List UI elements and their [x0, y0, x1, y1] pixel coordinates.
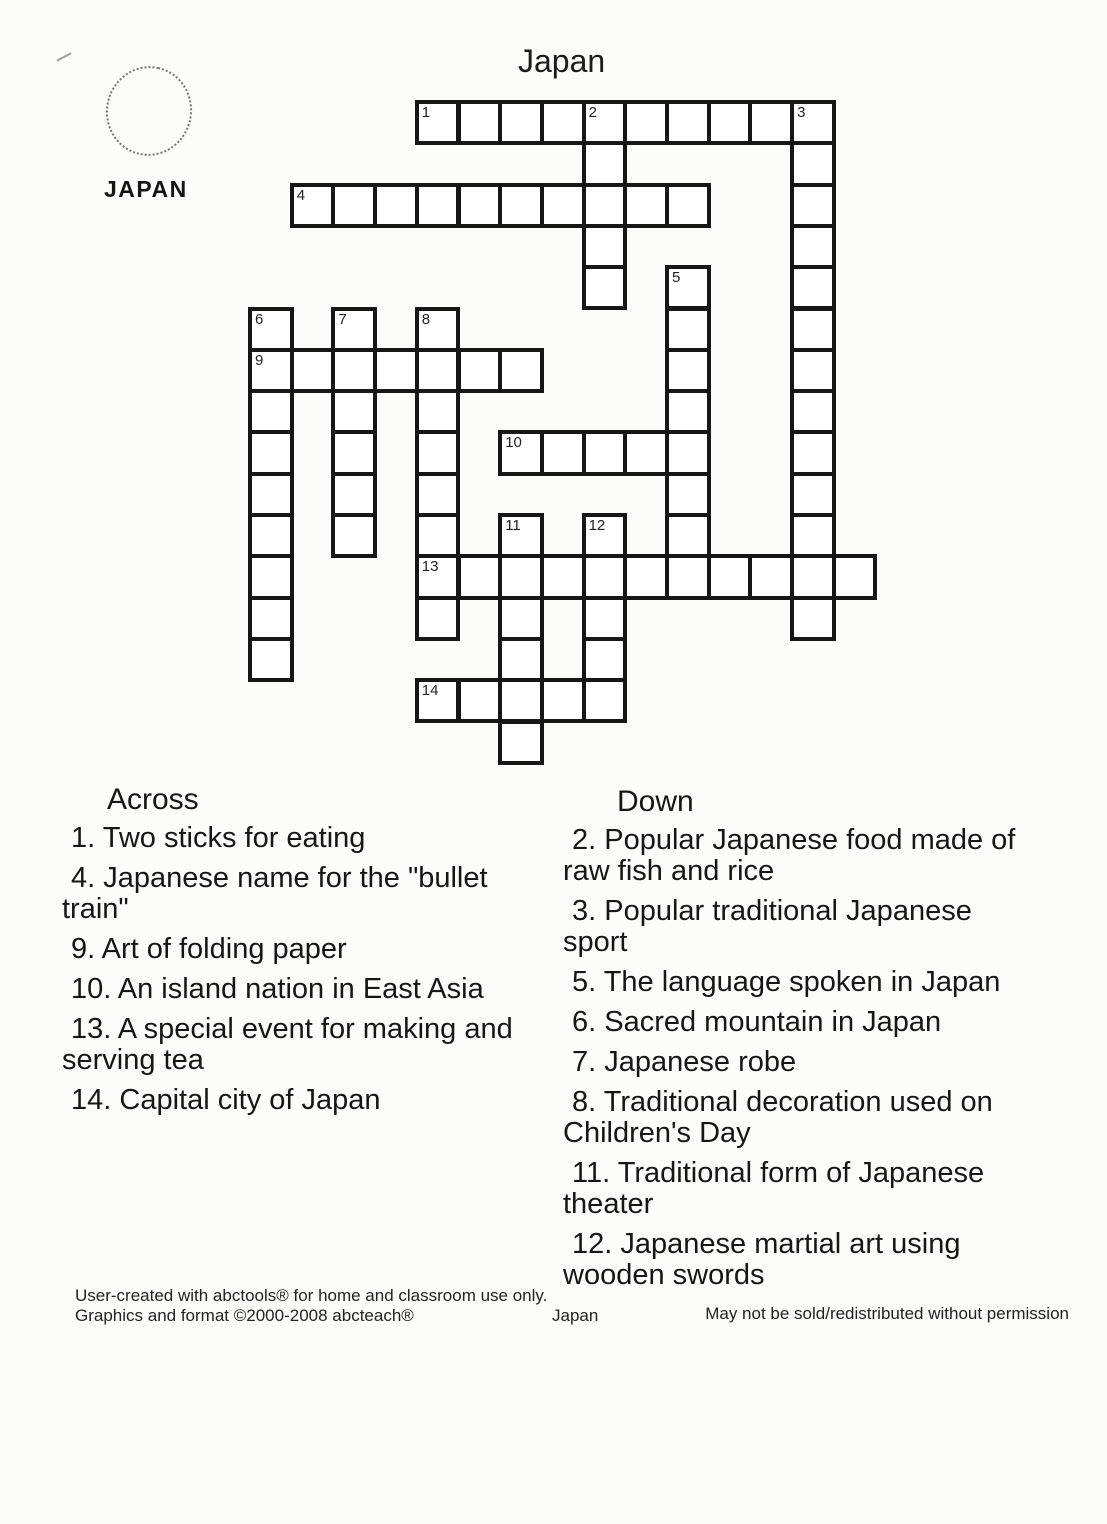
footer-copyright-line: Graphics and format ©2000-2008 abcteach®: [75, 1306, 414, 1325]
grid-cell: [582, 554, 628, 599]
grid-cell: [707, 100, 753, 145]
grid-cell: [331, 513, 377, 558]
grid-cell: [790, 224, 836, 269]
clue-down-11: 11. Traditional form of Japanese theater: [563, 1157, 985, 1220]
scan-stray-mark: [56, 52, 71, 61]
clue-number: 2: [588, 104, 597, 121]
grid-cell: [665, 307, 711, 352]
grid-cell: [790, 307, 836, 352]
grid-cell: [665, 183, 711, 228]
grid-cell: [790, 141, 836, 186]
grid-cell: [582, 183, 628, 228]
grid-cell: [415, 513, 461, 558]
grid-cell: [582, 141, 628, 186]
grid-cell: [498, 430, 544, 475]
grid-cell: [248, 348, 294, 393]
grid-cell: [498, 100, 544, 145]
grid-cell: [248, 307, 294, 352]
grid-cell: [665, 100, 711, 145]
grid-cell: [790, 430, 836, 475]
page-title: Japan: [518, 43, 606, 79]
grid-cell: [582, 637, 628, 682]
clue-number: 14: [421, 682, 439, 700]
grid-cell: [748, 100, 794, 145]
grid-cell: [790, 596, 836, 641]
clue-number: 6: [255, 310, 264, 328]
grid-cell: [248, 430, 294, 475]
grid-cell: [498, 348, 544, 393]
grid-cell: [790, 265, 836, 310]
grid-cell: [373, 348, 419, 393]
grid-cell: [665, 430, 711, 475]
grid-cell: [790, 513, 836, 558]
grid-cell: [248, 554, 294, 599]
logo-circle-mark: [98, 58, 201, 164]
grid-cell: [582, 596, 628, 641]
grid-cell: [331, 348, 377, 393]
grid-cell: [415, 472, 461, 517]
clue-across-1: 1. Two sticks for eating: [71, 822, 366, 854]
grid-cell: [790, 554, 836, 599]
grid-cell: [498, 720, 544, 765]
across-heading: Across: [107, 783, 199, 816]
clue-down-2: 2. Popular Japanese food made of raw fish and rice: [563, 824, 1016, 887]
logo-text: JAPAN: [104, 176, 188, 202]
grid-cell: [415, 596, 461, 641]
grid-cell: [665, 265, 711, 310]
grid-cell: [457, 348, 503, 393]
grid-cell: [665, 513, 711, 558]
grid-cell: [582, 430, 628, 475]
grid-cell: [582, 265, 628, 310]
clue-down-7: 7. Japanese robe: [572, 1046, 797, 1078]
grid-cell: [582, 224, 628, 269]
grid-cell: [540, 430, 586, 475]
clue-across-9: 9. Art of folding paper: [71, 933, 347, 965]
clue-down-3: 3. Popular traditional Japanese sport: [563, 895, 972, 958]
grid-cell: [415, 348, 461, 393]
grid-cell: [415, 678, 461, 723]
grid-cell: [582, 100, 628, 145]
grid-cell: [790, 389, 836, 434]
grid-cell: [457, 678, 503, 723]
grid-cell: [248, 637, 294, 682]
clue-down-5: 5. The language spoken in Japan: [572, 966, 1001, 998]
grid-cell: [498, 637, 544, 682]
grid-cell: [415, 183, 461, 228]
grid-cell: [331, 389, 377, 434]
grid-cell: [415, 430, 461, 475]
clue-across-13: 13. A special event for making and serving tea: [62, 1013, 513, 1076]
grid-cell: [623, 554, 669, 599]
grid-cell: [248, 596, 294, 641]
clue-number: 7: [338, 310, 347, 328]
grid-cell: [290, 183, 336, 228]
clue-number: 4: [296, 186, 306, 204]
down-clues: [563, 825, 1023, 1300]
grid-cell: [248, 472, 294, 517]
grid-cell: [790, 348, 836, 393]
clue-down-8: 8. Traditional decoration used on Children's Day: [563, 1086, 993, 1149]
grid-cell: [290, 348, 336, 393]
grid-cell: [623, 100, 669, 145]
grid-cell: [707, 554, 753, 599]
clue-number: 13: [421, 558, 439, 576]
clue-number: 8: [421, 310, 431, 328]
footer-center-title: Japan: [552, 1306, 599, 1325]
grid-cell: [790, 100, 836, 145]
grid-cell: [623, 430, 669, 475]
clue-number: 10: [505, 434, 522, 452]
grid-cell: [248, 389, 294, 434]
clue-number: 1: [421, 104, 431, 121]
grid-cell: [790, 472, 836, 517]
grid-cell: [832, 554, 878, 599]
grid-cell: [331, 430, 377, 475]
grid-cell: [540, 554, 586, 599]
grid-cell: [540, 678, 586, 723]
clue-number: 3: [797, 104, 806, 121]
grid-cell: [331, 307, 377, 352]
clue-number: 5: [672, 269, 681, 287]
grid-cell: [665, 389, 711, 434]
grid-cell: [457, 554, 503, 599]
grid-cell: [582, 678, 628, 723]
grid-cell: [415, 389, 461, 434]
grid-cell: [331, 472, 377, 517]
grid-cell: [665, 348, 711, 393]
grid-cell: [498, 183, 544, 228]
clue-number: 9: [255, 351, 264, 369]
grid-cell: [790, 183, 836, 228]
down-heading: Down: [617, 785, 694, 818]
grid-cell: [540, 100, 586, 145]
grid-cell: [498, 596, 544, 641]
grid-cell: [582, 513, 628, 558]
clue-across-10: 10. An island nation in East Asia: [71, 973, 484, 1005]
across-clues: [62, 823, 517, 1125]
grid-cell: [415, 554, 461, 599]
grid-cell: [665, 472, 711, 517]
grid-cell: [748, 554, 794, 599]
grid-cell: [248, 513, 294, 558]
clue-across-4: 4. Japanese name for the "bullet train": [62, 862, 488, 925]
clue-across-14: 14. Capital city of Japan: [71, 1084, 381, 1116]
footer-left: [75, 1286, 547, 1326]
clue-down-6: 6. Sacred mountain in Japan: [572, 1006, 942, 1038]
footer-rights-notice: May not be sold/redistributed without permission: [705, 1304, 1069, 1323]
grid-cell: [457, 183, 503, 228]
grid-cell: [498, 554, 544, 599]
clue-number: 11: [505, 517, 521, 534]
clue-number: 12: [588, 517, 606, 534]
grid-cell: [498, 513, 544, 558]
grid-cell: [498, 678, 544, 723]
clue-down-12: 12. Japanese martial art using wooden swords: [563, 1228, 961, 1291]
grid-cell: [373, 183, 419, 228]
grid-cell: [665, 554, 711, 599]
grid-cell: [457, 100, 503, 145]
grid-cell: [415, 307, 461, 352]
grid-cell: [415, 100, 461, 145]
grid-cell: [540, 183, 586, 228]
grid-cell: [623, 183, 669, 228]
footer-usage-line: User-created with abctools® for home and classroom use only.: [75, 1286, 548, 1305]
grid-cell: [331, 183, 377, 228]
